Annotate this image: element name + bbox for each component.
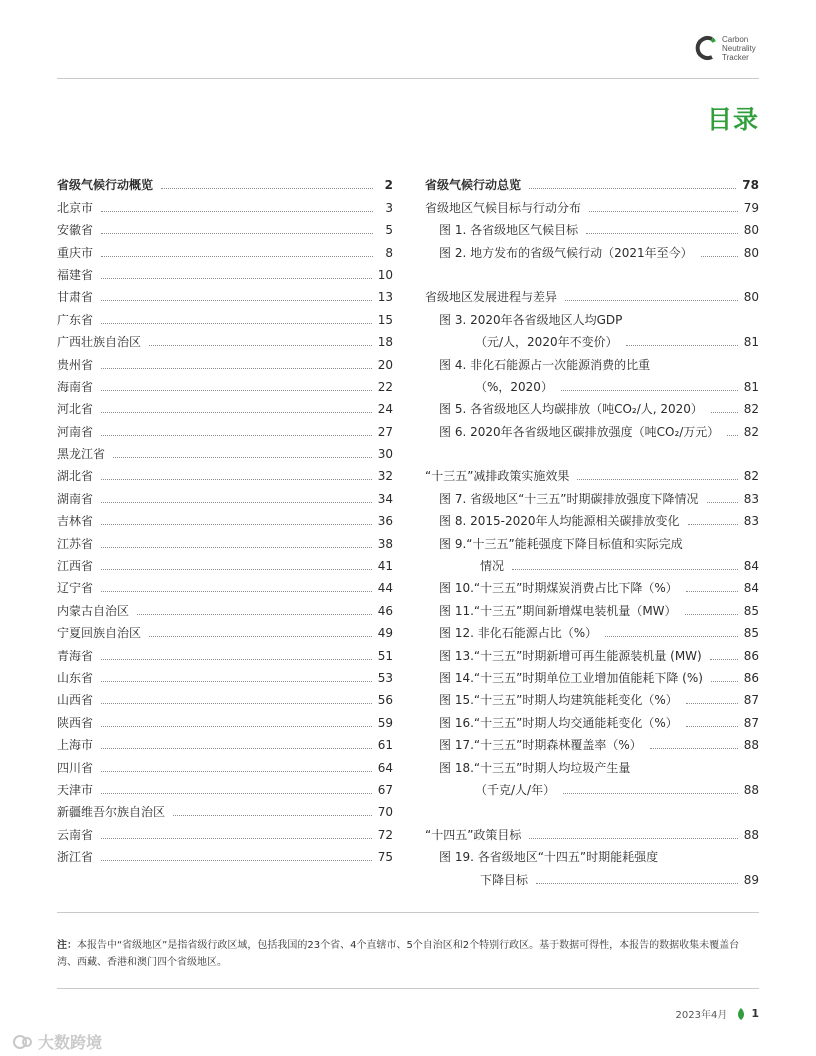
toc-entry-label: 图 19. 各省级地区“十四五”时期能耗强度 xyxy=(439,850,659,865)
toc-entry-page: 5 xyxy=(385,223,393,238)
toc-entry-page: 36 xyxy=(377,514,393,529)
toc-leader-dots xyxy=(701,256,738,257)
footnote xyxy=(57,937,759,971)
toc-entry-label: 图 4. 非化石能源占一次能源消费的比重 xyxy=(439,357,651,372)
toc-leader-dots xyxy=(589,211,738,212)
toc-entry-page: 22 xyxy=(377,379,393,394)
toc-entry[interactable] xyxy=(425,372,759,394)
toc-entry-label: “十四五”政策目标 xyxy=(425,827,522,842)
toc-entry[interactable] xyxy=(425,192,759,214)
footnote-prefix: 注： xyxy=(57,940,77,951)
toc-entry-label: 青海省 xyxy=(57,648,94,663)
toc-entry-label: （千克/人/年） xyxy=(475,782,556,797)
toc-entry[interactable] xyxy=(425,170,759,192)
toc-entry[interactable] xyxy=(425,640,759,662)
toc-entry[interactable] xyxy=(425,506,759,528)
logo-line: Tracker xyxy=(722,52,749,62)
toc-leader-dots xyxy=(101,479,372,480)
note-divider-bottom xyxy=(57,988,759,989)
logo-text xyxy=(722,35,756,62)
toc-entry[interactable] xyxy=(57,797,393,819)
toc-entry[interactable] xyxy=(425,349,759,371)
toc-leader-dots xyxy=(710,659,738,660)
toc-entry-page: 82 xyxy=(743,469,759,484)
toc-entry[interactable] xyxy=(425,752,759,774)
toc-entry[interactable] xyxy=(57,595,393,617)
toc-entry-page: 2 xyxy=(384,178,393,193)
toc-entry-page: 64 xyxy=(377,760,393,775)
toc-entry-page: 78 xyxy=(742,178,759,193)
toc-leader-dots xyxy=(137,614,372,615)
toc-leader-dots xyxy=(149,345,372,346)
toc-entry-label: 江西省 xyxy=(57,559,94,574)
toc-entry-page: 8 xyxy=(385,245,393,260)
toc-leader-dots xyxy=(727,435,737,436)
toc-leader-dots xyxy=(711,412,738,413)
toc-entry[interactable] xyxy=(57,215,393,237)
toc-leader-dots xyxy=(101,569,372,570)
toc-leader-dots xyxy=(563,793,738,794)
toc-entry-label: 河南省 xyxy=(57,424,94,439)
toc-entry-page: 13 xyxy=(377,290,393,305)
toc-leader-dots xyxy=(101,211,373,212)
toc-entry-label: 福建省 xyxy=(57,267,94,282)
toc-entry-page: 83 xyxy=(743,514,759,529)
toc-entry-label: 图 2. 地方发布的省级气候行动（2021年至今） xyxy=(439,245,693,260)
toc-leader-dots xyxy=(173,815,372,816)
toc-entry-label: 新疆维吾尔族自治区 xyxy=(57,805,166,820)
toc-entry-page: 15 xyxy=(377,312,393,327)
toc-entry-label: 图 6. 2020年各省级地区碳排放强度（吨CO₂/万元） xyxy=(439,424,720,439)
toc-entry-label: 上海市 xyxy=(57,738,94,753)
toc-entry-page: 44 xyxy=(377,581,393,596)
toc-entry-page: 53 xyxy=(377,670,393,685)
toc-entry-label: 内蒙古自治区 xyxy=(57,603,130,618)
toc-leader-dots xyxy=(101,390,372,391)
toc-leader-dots xyxy=(586,233,738,234)
toc-entry-page: 46 xyxy=(377,603,393,618)
toc-leader-dots xyxy=(688,524,738,525)
toc-leader-dots xyxy=(577,479,737,480)
toc-leader-dots xyxy=(686,591,738,592)
toc-entry-page: 79 xyxy=(743,200,759,215)
toc-entry-page: 89 xyxy=(743,872,759,887)
toc-entry-page: 70 xyxy=(377,805,393,820)
toc-entry-label: 图 10.“十三五”时期煤炭消费占比下降（%） xyxy=(439,581,678,596)
toc-entry-label: 宁夏回族自治区 xyxy=(57,626,142,641)
toc-leader-dots xyxy=(101,278,372,279)
footnote-text: 本报告中“省级地区”是指省级行政区域，包括我国的23个省、4个直辖市、5个自治区和2个特别行政区。基于数据可得性，本报告的数据收集未覆盖台湾、西藏、香港和澳门四个省级地区。 xyxy=(57,940,740,968)
toc-entry-label: 图 1. 各省级地区气候目标 xyxy=(439,223,579,238)
toc-leader-dots xyxy=(113,457,372,458)
toc-entry-label: 吉林省 xyxy=(57,514,94,529)
page-title: 目录 xyxy=(706,105,759,134)
logo-line: Carbon xyxy=(722,34,749,44)
toc-entry-label: 图 7. 省级地区“十三五”时期碳排放强度下降情况 xyxy=(439,491,699,506)
toc-leader-dots xyxy=(529,188,736,189)
toc-entry-label: 图 3. 2020年各省级地区人均GDP xyxy=(439,312,623,327)
toc-entry[interactable] xyxy=(57,416,393,438)
toc-entry[interactable] xyxy=(57,483,393,505)
toc-entry-page: 87 xyxy=(743,693,759,708)
toc-entry-label: 贵州省 xyxy=(57,357,94,372)
toc-entry[interactable] xyxy=(425,551,759,573)
watermark-text: 大数跨境 xyxy=(38,1033,103,1052)
toc-entry[interactable] xyxy=(425,685,759,707)
toc-entry[interactable] xyxy=(425,416,759,438)
toc-entry[interactable] xyxy=(425,663,759,685)
toc-entry-page: 82 xyxy=(743,402,759,417)
toc-entry-label: 省级气候行动概览 xyxy=(57,178,154,193)
leaf-icon xyxy=(737,1008,745,1020)
toc-entry[interactable] xyxy=(425,461,759,483)
toc-leader-dots xyxy=(101,838,372,839)
toc-entry-label: 重庆市 xyxy=(57,245,94,260)
toc-entry-page: 80 xyxy=(743,290,759,305)
logo xyxy=(692,32,756,64)
toc-leader-dots xyxy=(529,838,737,839)
toc-leader-dots xyxy=(605,636,738,637)
toc-entry-page: 67 xyxy=(377,782,393,797)
toc-entry-page: 86 xyxy=(743,670,759,685)
toc-entry-page: 61 xyxy=(377,738,393,753)
toc-entry[interactable] xyxy=(57,528,393,550)
toc-entry-page: 72 xyxy=(377,827,393,842)
toc-entry-page: 81 xyxy=(743,379,759,394)
toc-leader-dots xyxy=(101,233,373,234)
toc-leader-dots xyxy=(101,703,372,704)
carbon-neutrality-logo-icon xyxy=(692,34,718,62)
toc-entry-page: 24 xyxy=(377,402,393,417)
toc-entry[interactable] xyxy=(57,372,393,394)
toc-leader-dots xyxy=(101,860,372,861)
toc-entry[interactable] xyxy=(425,304,759,326)
toc-entry[interactable] xyxy=(57,640,393,662)
toc-entry[interactable] xyxy=(425,528,759,550)
toc-entry-label: 图 15.“十三五”时期人均建筑能耗变化（%） xyxy=(439,693,678,708)
toc-entry[interactable] xyxy=(425,215,759,237)
toc-entry-label: 天津市 xyxy=(57,782,94,797)
toc-leader-dots xyxy=(101,502,372,503)
footer-page-number: 1 xyxy=(751,1007,759,1020)
toc-leader-dots xyxy=(149,636,372,637)
toc-leader-dots xyxy=(686,703,738,704)
toc-entry-page: 34 xyxy=(377,491,393,506)
toc-entry-label: 下降目标 xyxy=(480,872,529,887)
toc-entry-page: 51 xyxy=(377,648,393,663)
toc-leader-dots xyxy=(707,502,738,503)
toc-leader-dots xyxy=(101,368,372,369)
toc-leader-dots xyxy=(101,300,372,301)
toc-entry-label: 浙江省 xyxy=(57,850,94,865)
toc-entry-label: 图 14.“十三五”时期单位工业增加值能耗下降 (%) xyxy=(439,670,703,685)
toc-entry-page: 84 xyxy=(743,581,759,596)
toc-entry-label: 海南省 xyxy=(57,379,94,394)
toc-entry[interactable] xyxy=(425,282,759,304)
toc-entry-label: 图 17.“十三五”时期森林覆盖率（%） xyxy=(439,738,642,753)
toc-leader-dots xyxy=(650,748,738,749)
toc-entry[interactable] xyxy=(425,864,759,886)
toc-entry[interactable] xyxy=(57,394,393,416)
toc-entry-label: 河北省 xyxy=(57,402,94,417)
toc-entry-label: 湖南省 xyxy=(57,491,94,506)
footer-date: 2023年4月 xyxy=(675,1010,728,1021)
toc-entry-page: 86 xyxy=(743,648,759,663)
toc-entry-page: 84 xyxy=(743,559,759,574)
toc-entry-label: 黑龙江省 xyxy=(57,447,106,462)
toc-entry[interactable] xyxy=(57,707,393,729)
toc-leader-dots xyxy=(561,390,738,391)
toc-entry-label: 省级气候行动总览 xyxy=(425,178,522,193)
toc-entry-label: 图 16.“十三五”时期人均交通能耗变化（%） xyxy=(439,715,678,730)
toc-entry[interactable] xyxy=(57,349,393,371)
toc-entry[interactable] xyxy=(425,327,759,349)
toc-entry[interactable] xyxy=(425,842,759,864)
toc-entry-label: 陕西省 xyxy=(57,715,94,730)
toc-entry[interactable] xyxy=(57,842,393,864)
toc-leader-dots xyxy=(512,569,738,570)
toc-entry-label: 广东省 xyxy=(57,312,94,327)
toc-entry[interactable] xyxy=(425,618,759,640)
toc-entry-page: 88 xyxy=(743,782,759,797)
header-divider xyxy=(57,78,759,79)
toc-entry[interactable] xyxy=(425,595,759,617)
toc-entry-label: 图 5. 各省级地区人均碳排放（吨CO₂/人, 2020） xyxy=(439,402,703,417)
toc-entry[interactable] xyxy=(425,483,759,505)
toc-entry-label: （%，2020） xyxy=(475,379,553,394)
page-footer xyxy=(676,1006,759,1021)
toc-leader-dots xyxy=(101,435,372,436)
toc-entry-label: 山东省 xyxy=(57,670,94,685)
toc-entry-label: 北京市 xyxy=(57,200,94,215)
toc-entry[interactable] xyxy=(57,461,393,483)
toc-entry-label: 情况 xyxy=(480,559,505,574)
toc-leader-dots xyxy=(101,323,372,324)
toc-entry-page: 85 xyxy=(743,626,759,641)
toc-entry[interactable] xyxy=(57,439,393,461)
toc-entry[interactable] xyxy=(57,327,393,349)
toc-entry[interactable] xyxy=(57,237,393,259)
toc-leader-dots xyxy=(101,412,372,413)
toc-entry-label: 图 13.“十三五”时期新增可再生能源装机量 (MW) xyxy=(439,648,702,663)
toc-right-column xyxy=(425,170,759,887)
toc-leader-dots xyxy=(536,883,738,884)
toc-leader-dots xyxy=(101,726,372,727)
toc-leader-dots xyxy=(101,659,372,660)
toc-entry-page: 10 xyxy=(377,267,393,282)
toc-entry[interactable] xyxy=(425,237,759,259)
toc-entry-label: 四川省 xyxy=(57,760,94,775)
toc-entry-label: 甘肃省 xyxy=(57,290,94,305)
toc-leader-dots xyxy=(101,256,373,257)
toc-entry-page: 88 xyxy=(743,827,759,842)
toc-entry-page: 49 xyxy=(377,626,393,641)
toc-entry-page: 85 xyxy=(743,603,759,618)
toc-entry-page: 32 xyxy=(377,469,393,484)
toc-leader-dots xyxy=(101,681,372,682)
toc-entry-page: 30 xyxy=(377,447,393,462)
toc-entry-page: 75 xyxy=(377,850,393,865)
toc-entry[interactable] xyxy=(57,192,393,214)
toc-entry[interactable] xyxy=(57,551,393,573)
logo-line: Neutrality xyxy=(722,43,756,53)
toc-entry[interactable] xyxy=(57,663,393,685)
toc-entry[interactable] xyxy=(57,752,393,774)
toc-leader-dots xyxy=(685,614,738,615)
toc-entry[interactable] xyxy=(425,819,759,841)
toc-leader-dots xyxy=(101,748,372,749)
note-divider-top xyxy=(57,912,759,913)
toc-entry-label: 安徽省 xyxy=(57,223,94,238)
toc-entry-page: 41 xyxy=(377,559,393,574)
toc-entry-page: 56 xyxy=(377,693,393,708)
toc-entry[interactable] xyxy=(57,170,393,192)
toc-entry[interactable] xyxy=(425,775,759,797)
toc-entry-page: 83 xyxy=(743,491,759,506)
toc-entry[interactable] xyxy=(57,618,393,640)
toc-entry[interactable] xyxy=(57,506,393,528)
toc-entry-label: 省级地区发展进程与差异 xyxy=(425,290,558,305)
toc-leader-dots xyxy=(711,681,738,682)
toc-entry-label: 图 8. 2015-2020年人均能源相关碳排放变化 xyxy=(439,514,680,529)
toc-leader-dots xyxy=(101,524,372,525)
toc-entry-page: 80 xyxy=(743,245,759,260)
toc-entry-label: 山西省 xyxy=(57,693,94,708)
toc-entry-page: 59 xyxy=(377,715,393,730)
toc-leader-dots xyxy=(101,793,372,794)
toc-entry[interactable] xyxy=(425,730,759,752)
watermark-logo-icon xyxy=(12,1034,34,1050)
toc-entry-page: 38 xyxy=(377,536,393,551)
toc-entry-label: 省级地区气候目标与行动分布 xyxy=(425,200,582,215)
toc-entry-page: 80 xyxy=(743,223,759,238)
toc-entry-label: 云南省 xyxy=(57,827,94,842)
toc-leader-dots xyxy=(686,726,738,727)
toc-leader-dots xyxy=(101,591,372,592)
toc-entry-page: 87 xyxy=(743,715,759,730)
toc-entry[interactable] xyxy=(57,260,393,282)
toc-leader-dots xyxy=(626,345,738,346)
toc-entry[interactable] xyxy=(57,304,393,326)
toc-entry-label: 图 12. 非化石能源占比（%） xyxy=(439,626,598,641)
toc-entry[interactable] xyxy=(57,282,393,304)
toc-entry-label: 图 18.“十三五”时期人均垃圾产生量 xyxy=(439,760,631,775)
toc-leader-dots xyxy=(161,188,373,189)
toc-leader-dots xyxy=(101,547,372,548)
toc-entry-label: 江苏省 xyxy=(57,536,94,551)
toc-entry-page: 82 xyxy=(743,424,759,439)
toc-entry-page: 18 xyxy=(377,335,393,350)
toc-entry[interactable] xyxy=(425,707,759,729)
toc-entry-page: 88 xyxy=(743,738,759,753)
toc-entry-label: 图 9.“十三五”能耗强度下降目标值和实际完成 xyxy=(439,536,683,551)
toc-entry[interactable] xyxy=(57,573,393,595)
toc-entry[interactable] xyxy=(425,394,759,416)
toc-entry-label: （元/人，2020年不变价） xyxy=(475,335,618,350)
toc-entry-label: 广西壮族自治区 xyxy=(57,335,142,350)
toc-entry-page: 27 xyxy=(377,424,393,439)
toc-left-column xyxy=(57,170,393,864)
toc-leader-dots xyxy=(565,300,738,301)
toc-entry-page: 81 xyxy=(743,335,759,350)
toc-entry[interactable] xyxy=(57,730,393,752)
toc-entry-label: 湖北省 xyxy=(57,469,94,484)
toc-entry[interactable] xyxy=(57,819,393,841)
toc-entry-label: 辽宁省 xyxy=(57,581,94,596)
toc-leader-dots xyxy=(101,771,372,772)
toc-entry-page: 3 xyxy=(385,200,393,215)
toc-entry[interactable] xyxy=(57,685,393,707)
toc-entry[interactable] xyxy=(425,573,759,595)
toc-entry[interactable] xyxy=(57,775,393,797)
toc-entry-page: 20 xyxy=(377,357,393,372)
toc-entry-label: “十三五”减排政策实施效果 xyxy=(425,469,570,484)
watermark xyxy=(12,1030,102,1053)
toc-entry-label: 图 11.“十三五”期间新增煤电装机量（MW） xyxy=(439,603,677,618)
